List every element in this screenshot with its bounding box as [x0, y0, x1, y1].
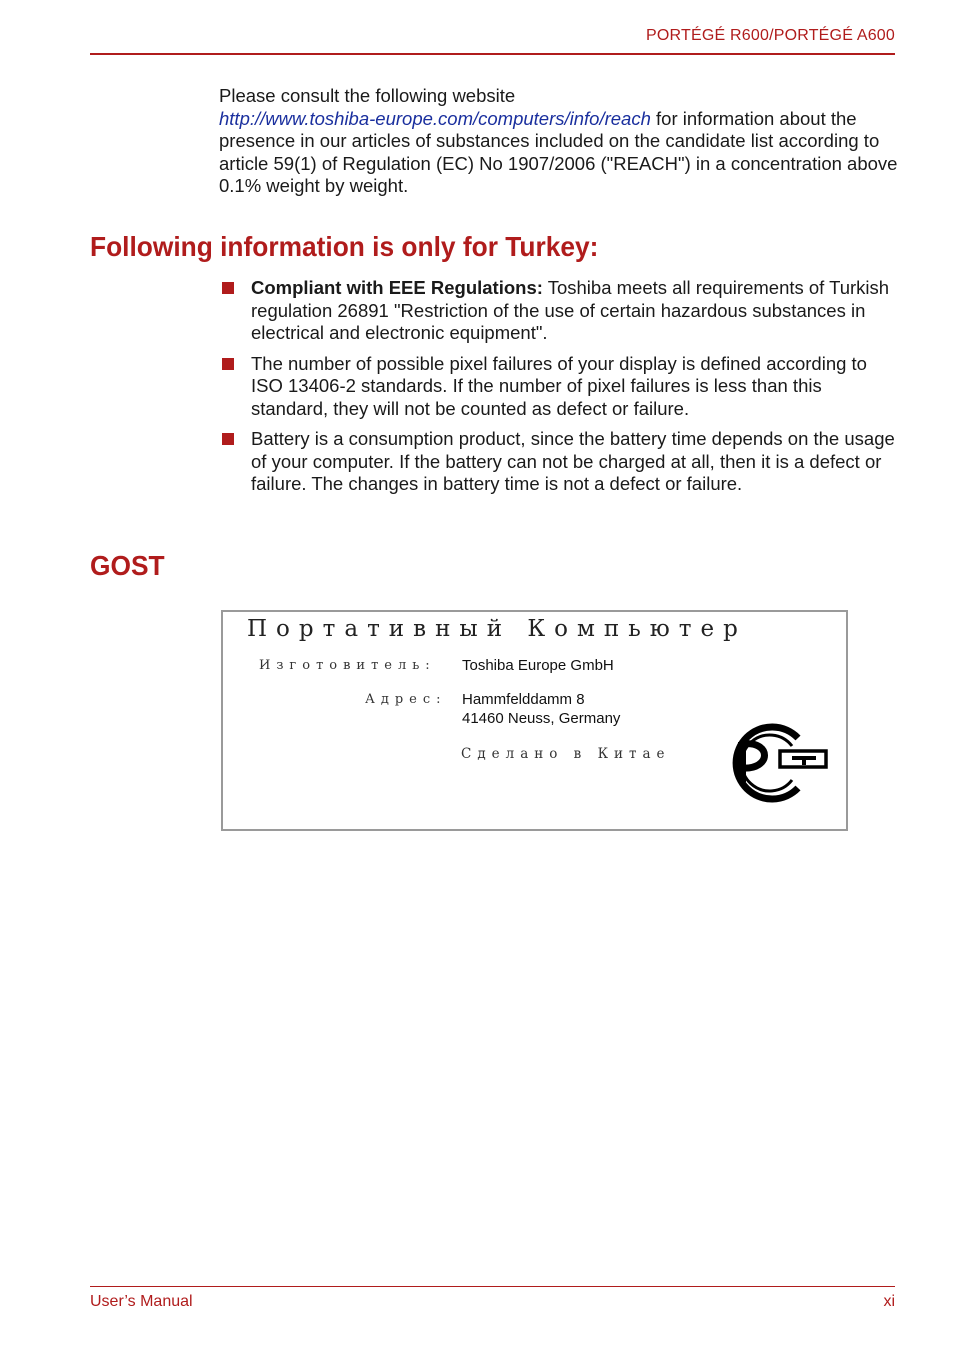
list-item [219, 277, 899, 345]
bullet-square-icon [222, 433, 234, 445]
gost-label-box [221, 610, 848, 831]
bullet-bold-lead: Compliant with EEE Regulations: [251, 277, 543, 298]
bullet-text: Toshiba meets all requirements of Turkish regulation 26891 "Restriction of the use of certain hazardous substances in electrical and electronic equipment". [251, 277, 890, 343]
address-line-1: Hammfelddamm 8 [462, 691, 585, 708]
made-in-label: Сделано в Китае [461, 746, 671, 762]
bullet-square-icon [222, 358, 234, 370]
header-title: PORTÉGÉ R600/PORTÉGÉ A600 [646, 27, 895, 44]
manufacturer-label: Изготовитель: [259, 658, 436, 673]
list-item [219, 353, 899, 421]
turkey-bullet-list [219, 277, 899, 504]
list-item [219, 428, 899, 496]
reach-paragraph [219, 85, 899, 198]
reach-rest-text: for information about the presence in our articles of substances included on the candidate list according to article 59(1) of Regulation (EC) No 1907/2006 ("REACH") in a concentration above 0.1% weight by weight. [219, 107, 898, 196]
footer-divider [90, 1286, 895, 1287]
bullet-text: Battery is a consumption product, since the battery time depends on the usage of your computer. If the battery can not be charged at all, then it is a defect or failure. The changes in battery time is not a defect or failure. [251, 428, 895, 494]
header-divider [90, 53, 895, 55]
footer-manual-title: User’s Manual [90, 1293, 193, 1310]
gost-box-title: Портативный Компьютер [247, 616, 747, 642]
turkey-heading: Following information is only for Turkey: [90, 231, 599, 262]
reach-link[interactable]: http://www.toshiba-europe.com/computers/info/reach [219, 107, 651, 129]
bullet-text: The number of possible pixel failures of your display is defined according to ISO 13406-2 standards. If the number of pixel failures is less than this standard, they will not be counted as defect or failure. [251, 352, 867, 419]
reach-intro-text: Please consult the following website [219, 85, 516, 106]
bullet-square-icon [222, 282, 234, 294]
address-line-2: 41460 Neuss, Germany [462, 710, 621, 727]
pct-certification-logo [720, 722, 828, 804]
gost-heading: GOST [90, 550, 165, 581]
manufacturer-value: Toshiba Europe GmbH [462, 657, 614, 674]
address-label: Адрес: [365, 692, 447, 707]
page-number: xi [883, 1293, 895, 1310]
